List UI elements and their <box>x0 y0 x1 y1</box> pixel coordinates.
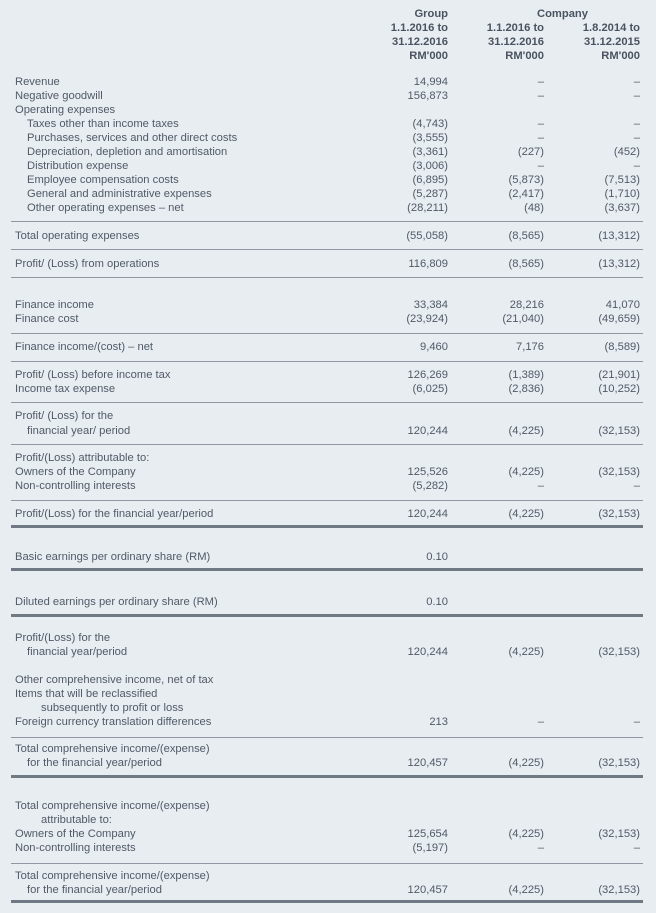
group-value: 125,526 <box>407 466 448 478</box>
company-prior-period-end: 31.12.2015 <box>584 36 640 48</box>
row-label: Finance cost <box>15 313 79 325</box>
statement-row <box>0 298 656 312</box>
company-prior-value: (32,153) <box>598 646 640 658</box>
company-prior-period-start: 1.8.2014 to <box>582 22 640 34</box>
statement-row <box>0 479 656 493</box>
group-header-title: Group <box>414 8 448 20</box>
company-prior-value: (3,637) <box>604 202 640 214</box>
row-label: Non-controlling interests <box>15 842 136 854</box>
group-value: 156,873 <box>407 90 448 102</box>
row-label: Diluted earnings per ordinary share (RM) <box>15 596 218 608</box>
row-label: Total operating expenses <box>15 230 140 242</box>
statement-row <box>0 131 656 145</box>
company-current-value: (227) <box>517 146 544 158</box>
double-divider <box>11 900 643 903</box>
company-current-value: (1,389) <box>508 369 544 381</box>
statement-row <box>0 687 656 701</box>
row-label: Revenue <box>15 76 60 88</box>
company-prior-value: – <box>633 132 640 144</box>
company-current-value: (2,417) <box>508 188 544 200</box>
company-current-value: (4,225) <box>508 466 544 478</box>
divider <box>11 333 643 334</box>
group-value: (5,287) <box>412 188 448 200</box>
double-divider <box>11 614 643 617</box>
company-prior-value: (32,153) <box>598 508 640 520</box>
group-value: 9,460 <box>420 341 448 353</box>
double-divider <box>11 525 643 528</box>
statement-row <box>0 883 656 897</box>
group-value: 120,457 <box>407 757 448 769</box>
company-current-value: (4,225) <box>508 508 544 520</box>
company-current-value: – <box>537 716 544 728</box>
company-current-value: (4,225) <box>508 884 544 896</box>
company-prior-value: (32,153) <box>598 884 640 896</box>
company-current-value: – <box>537 160 544 172</box>
statement-row <box>0 117 656 131</box>
row-label: Profit/ (Loss) from operations <box>15 258 160 270</box>
statement-row <box>0 451 656 465</box>
statement-row <box>0 869 656 883</box>
divider <box>11 249 643 250</box>
statement-row <box>0 550 656 564</box>
group-value: 120,457 <box>407 884 448 896</box>
row-label: financial year/period <box>27 646 128 658</box>
row-label: Purchases, services and other direct costs <box>27 132 238 144</box>
statement-row <box>0 159 656 173</box>
company-current-value: – <box>537 90 544 102</box>
statement-row <box>0 187 656 201</box>
group-value: (4,743) <box>412 118 448 130</box>
statement-row <box>0 89 656 103</box>
company-prior-value: (32,153) <box>598 425 640 437</box>
company-prior-value: – <box>633 76 640 88</box>
group-value: 0.10 <box>426 596 448 608</box>
statement-row <box>0 229 656 243</box>
statement-row <box>0 424 656 438</box>
group-value: (28,211) <box>407 202 448 214</box>
company-prior-value: (32,153) <box>598 757 640 769</box>
row-label: Total comprehensive income/(expense) <box>15 743 210 755</box>
row-label: attributable to: <box>41 814 112 826</box>
company-current-value: 7,176 <box>516 341 544 353</box>
statement-row <box>0 257 656 271</box>
row-label: Profit/ (Loss) for the <box>15 410 114 422</box>
row-label: Foreign currency translation differences <box>15 716 212 728</box>
row-label: Operating expenses <box>15 104 116 116</box>
company-prior-value: (49,659) <box>598 313 640 325</box>
divider <box>11 277 643 278</box>
row-label: Profit/(Loss) attributable to: <box>15 452 150 464</box>
company-current-value: 28,216 <box>509 299 544 311</box>
company-prior-value: – <box>633 90 640 102</box>
row-label: Employee compensation costs <box>27 174 179 186</box>
row-label: for the financial year/period <box>27 884 162 896</box>
row-label: Basic earnings per ordinary share (RM) <box>15 551 211 563</box>
statement-row <box>0 715 656 729</box>
statement-row <box>0 827 656 841</box>
row-label: General and administrative expenses <box>27 188 212 200</box>
company-prior-value: (13,312) <box>598 230 640 242</box>
statement-row <box>0 507 656 521</box>
company-current-value: (4,225) <box>508 425 544 437</box>
company-current-value: (48) <box>524 202 544 214</box>
company-current-value: – <box>537 842 544 854</box>
row-label: Owners of the Company <box>15 466 136 478</box>
company-prior-value: (21,901) <box>598 369 640 381</box>
group-value: 116,809 <box>408 258 448 270</box>
group-value: 14,994 <box>413 76 448 88</box>
group-value: 126,269 <box>407 369 448 381</box>
company-current-value: – <box>537 480 544 492</box>
row-label: Income tax expense <box>15 383 116 395</box>
company-prior-value: 41,070 <box>605 299 640 311</box>
company-prior-value: (32,153) <box>598 828 640 840</box>
company-current-value: (4,225) <box>508 646 544 658</box>
divider <box>11 863 643 864</box>
company-prior-value: – <box>633 160 640 172</box>
group-header-unit: RM'000 <box>409 50 448 62</box>
divider <box>11 737 643 738</box>
company-prior-value: (10,252) <box>598 383 640 395</box>
group-value: (3,006) <box>412 160 448 172</box>
company-prior-value: (32,153) <box>598 466 640 478</box>
company-prior-value: (13,312) <box>598 258 640 270</box>
statement-row <box>0 799 656 813</box>
statement-row <box>0 75 656 89</box>
statement-row <box>0 173 656 187</box>
company-prior-value: (1,710) <box>604 188 640 200</box>
group-value: (3,555) <box>412 132 448 144</box>
company-prior-value: – <box>633 716 640 728</box>
row-label: Owners of the Company <box>15 828 136 840</box>
group-header-period-start: 1.1.2016 to <box>390 22 448 34</box>
statement-row <box>0 742 656 756</box>
statement-row <box>0 382 656 396</box>
divider <box>11 402 643 403</box>
row-label: Other operating expenses – net <box>27 202 184 214</box>
company-current-value: (5,873) <box>508 174 544 186</box>
statement-row <box>0 673 656 687</box>
company-prior-unit: RM'000 <box>601 50 640 62</box>
company-current-value: (2,836) <box>508 383 544 395</box>
company-current-value: (21,040) <box>502 313 544 325</box>
group-value: 120,244 <box>407 646 448 658</box>
company-current-period-start: 1.1.2016 to <box>486 22 544 34</box>
divider <box>11 361 643 362</box>
company-prior-value: (452) <box>613 146 640 158</box>
statement-row <box>0 312 656 326</box>
company-current-value: (4,225) <box>508 828 544 840</box>
statement-row <box>0 103 656 117</box>
company-current-value: – <box>537 76 544 88</box>
statement-row <box>0 645 656 659</box>
company-prior-value: – <box>633 480 640 492</box>
company-current-value: (8,565) <box>508 230 544 242</box>
company-prior-value: – <box>633 118 640 130</box>
statement-row <box>0 595 656 609</box>
group-value: (5,197) <box>412 842 448 854</box>
divider <box>11 221 643 222</box>
row-label: Profit/(Loss) for the <box>15 632 111 644</box>
group-value: (55,058) <box>406 230 448 242</box>
group-value: (23,924) <box>406 313 448 325</box>
group-value: (3,361) <box>412 146 448 158</box>
row-label: for the financial year/period <box>27 757 162 769</box>
double-divider <box>11 568 643 571</box>
statement-row <box>0 813 656 827</box>
row-label: Total comprehensive income/(expense) <box>15 870 210 882</box>
company-current-period-end: 31.12.2016 <box>488 36 544 48</box>
group-value: 120,244 <box>407 508 448 520</box>
row-label: Distribution expense <box>27 160 129 172</box>
statement-row <box>0 756 656 770</box>
company-prior-value: (7,513) <box>604 174 640 186</box>
statement-row <box>0 409 656 423</box>
company-current-value: – <box>537 132 544 144</box>
company-column-header-prior <box>583 21 640 63</box>
group-value: 33,384 <box>413 299 448 311</box>
company-current-value: (4,225) <box>508 757 544 769</box>
company-current-value: – <box>537 118 544 130</box>
row-label: Total comprehensive income/(expense) <box>15 800 210 812</box>
group-value: 120,244 <box>407 425 448 437</box>
row-label: Profit/(Loss) for the financial year/period <box>15 508 214 520</box>
row-label: Other comprehensive income, net of tax <box>15 674 214 686</box>
statement-row <box>0 145 656 159</box>
company-prior-value: – <box>633 842 640 854</box>
divider <box>11 500 643 501</box>
statement-row <box>0 201 656 215</box>
row-label: Profit/ (Loss) before income tax <box>15 369 171 381</box>
group-value: (6,895) <box>412 174 448 186</box>
company-header-title: Company <box>537 8 588 20</box>
company-current-unit: RM'000 <box>505 50 544 62</box>
row-label: subsequently to profit or loss <box>41 702 184 714</box>
group-value: 125,654 <box>407 828 448 840</box>
row-label: Non-controlling interests <box>15 480 136 492</box>
group-value: (5,282) <box>412 480 448 492</box>
statement-row <box>0 340 656 354</box>
statement-row <box>0 631 656 645</box>
group-value: 213 <box>429 716 448 728</box>
statement-row <box>0 701 656 715</box>
company-column-header-current <box>487 21 544 63</box>
row-label: Finance income/(cost) – net <box>15 341 154 353</box>
row-label: Taxes other than income taxes <box>27 118 179 130</box>
row-label: Finance income <box>15 299 94 311</box>
group-header-period-end: 31.12.2016 <box>392 36 448 48</box>
group-value: 0.10 <box>426 551 448 563</box>
row-label: Items that will be reclassified <box>15 688 158 700</box>
double-divider <box>11 775 643 778</box>
statement-row <box>0 465 656 479</box>
group-column-header <box>391 7 448 63</box>
group-value: (6,025) <box>412 383 448 395</box>
divider <box>11 444 643 445</box>
row-label: financial year/ period <box>27 425 131 437</box>
statement-row <box>0 368 656 382</box>
company-prior-value: (8,589) <box>604 341 640 353</box>
row-label: Depreciation, depletion and amortisation <box>27 146 228 158</box>
company-current-value: (8,565) <box>508 258 544 270</box>
row-label: Negative goodwill <box>15 90 103 102</box>
statement-row <box>0 841 656 855</box>
